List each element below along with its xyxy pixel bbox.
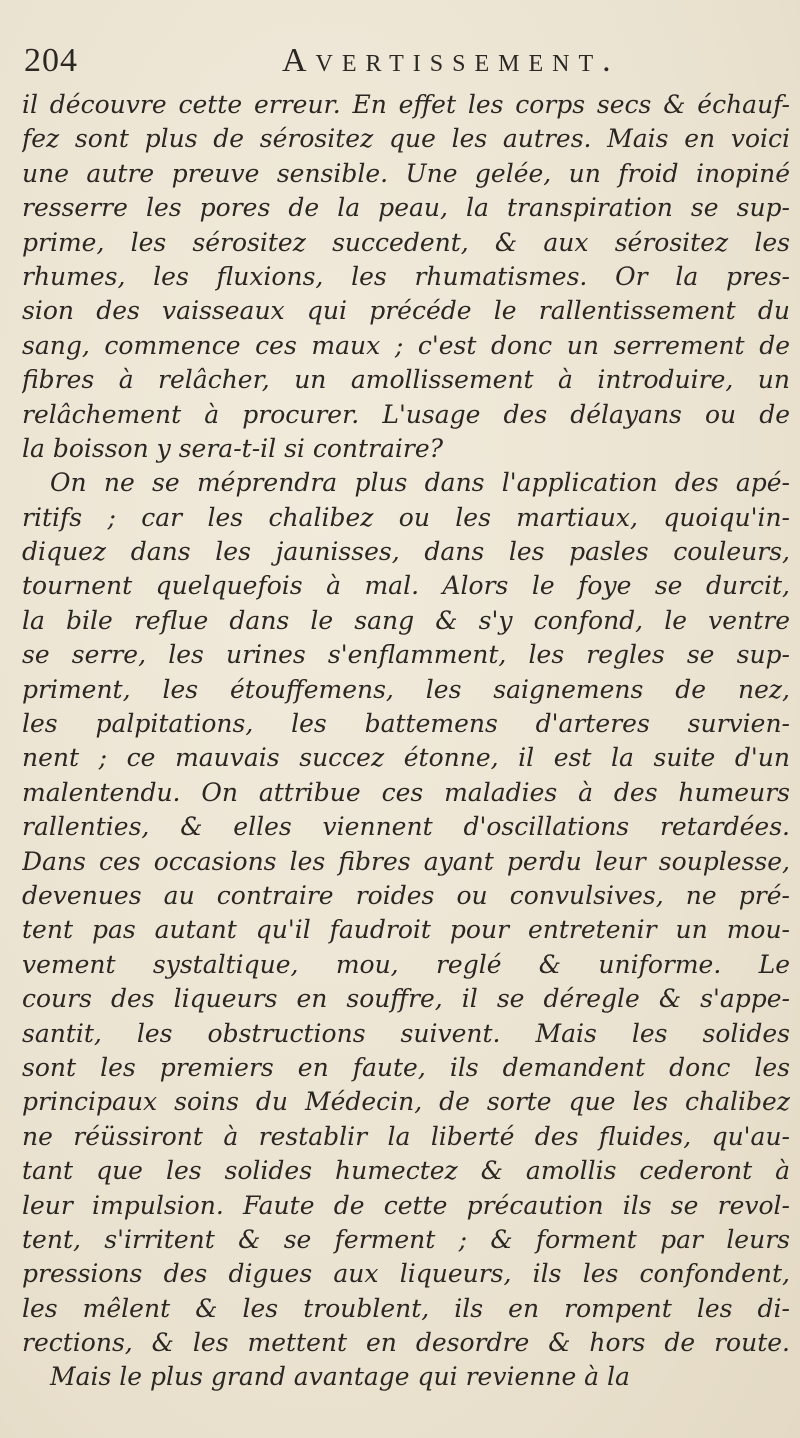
text-line: fibres à relâcher, un amollissement à introduire, un [22,365,790,395]
text-line: ne réüssiront à restablir la liberté des fluides, qu'au- [22,1121,790,1151]
text-line: Dans ces occasions les fibres ayant perdu leur souplesse, [22,846,790,876]
text-line: rections, & les mettent en desordre & hors de route. [22,1328,790,1358]
text-line: principaux soins du Médecin, de sorte que les chalibez [22,1087,790,1117]
page-header [24,42,764,90]
text-line: une autre preuve sensible. Une gelée, un froid inopiné [22,158,790,188]
text-line: diquez dans les jaunisses, dans les pasles couleurs, [22,537,790,567]
text-line: rallenties, & elles viennent d'oscillations retardées. [22,812,790,842]
text-line: sion des vaisseaux qui précéde le rallentissement du [22,296,790,326]
text-line: sang, commence ces maux ; c'est donc un serrement de [22,330,790,360]
text-line: nent ; ce mauvais succez étonne, il est la suite d'un [22,743,790,773]
text-line: resserre les pores de la peau, la transpiration se sup- [22,193,790,223]
text-line: fez sont plus de sérositez que les autres. Mais en voici [22,124,790,154]
text-line: santit, les obstructions suivent. Mais les solides [22,1018,790,1048]
text-line: rhumes, les fluxions, les rhumatismes. Or la pres- [22,261,790,291]
text-line: il découvre cette erreur. En effet les corps secs & échauf- [22,90,790,119]
text-line: sont les premiers en faute, ils demandent donc les [22,1052,790,1082]
text-line: la bile reflue dans le sang & s'y confond, le ventre [22,605,790,635]
text-line: vement systaltique, mou, reglé & uniforme. Le [22,949,790,979]
text-line: tent, s'irritent & se ferment ; & forment par leurs [22,1224,790,1254]
text-line: se serre, les urines s'enflamment, les regles se sup- [22,640,790,670]
text-line: tent pas autant qu'il faudroit pour entretenir un mou- [22,915,790,945]
text-line: les palpitations, les battemens d'arteres survien- [22,709,790,739]
text-line: les mêlent & les troublent, ils en rompent les di- [22,1293,790,1323]
body-text [22,88,790,1395]
text-line: On ne se méprendra plus dans l'application des apé- [50,468,790,498]
text-line: devenues au contraire roides ou convulsives, ne pré- [22,880,790,910]
running-title: Avertissement. [282,42,620,79]
text-line: pressions des digues aux liqueurs, ils les confondent, [22,1259,790,1289]
text-line: prime, les sérositez succedent, & aux sérositez les [22,227,790,257]
text-line: Mais le plus grand avantage qui revienne à la [50,1362,630,1392]
text-line: tant que les solides humectez & amollis cederont à [22,1156,790,1186]
text-line: relâchement à procurer. L'usage des délayans ou de [22,399,790,429]
text-line: leur impulsion. Faute de cette précaution ils se revol- [22,1190,790,1220]
text-line: ritifs ; car les chalibez ou les martiaux, quoiqu'in- [22,502,790,532]
text-line: tournent quelquefois à mal. Alors le foye se durcit, [22,571,790,601]
text-line: priment, les étouffemens, les saignemens de nez, [22,674,790,704]
text-line: malentendu. On attribue ces maladies à des humeurs [22,777,790,807]
text-line: la boisson y sera-t-il si contraire? [22,433,444,463]
text-line: cours des liqueurs en souffre, il se déregle & s'appe- [22,984,790,1014]
page-number: 204 [24,42,78,79]
